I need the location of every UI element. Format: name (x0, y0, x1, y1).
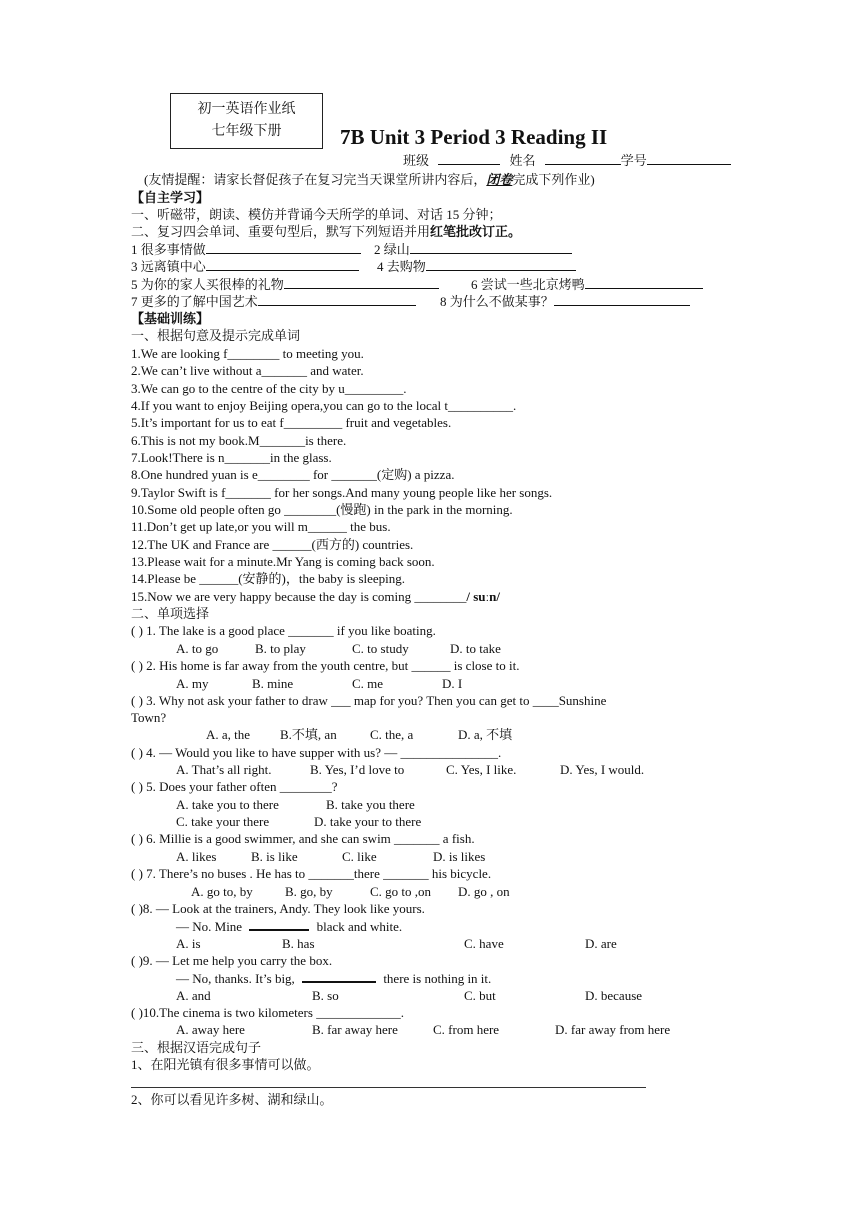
mc-option[interactable]: B. has (282, 936, 315, 951)
phrase-1: 1 很多事情做 (131, 242, 206, 257)
name-label: 姓名 (509, 153, 536, 168)
q8-reply-start: — No. Mine (176, 919, 243, 934)
mc-question-9-reply (176, 969, 491, 987)
mc-option[interactable]: B. go, by (285, 884, 333, 899)
mc-option[interactable]: D. is likes (433, 849, 486, 864)
phrase-row (131, 258, 359, 275)
self-study-item2 (131, 223, 521, 240)
q9-blank[interactable] (302, 969, 376, 983)
answer-line-1[interactable] (131, 1087, 646, 1088)
mc-option[interactable]: C. the, a (370, 727, 414, 742)
mc-question-1: ( ) 1. The lake is a good place _______ if you like boating. (131, 623, 436, 638)
sentence-9: 9.Taylor Swift is f_______ for her songs.And many young people like her songs. (131, 485, 553, 500)
mc-option[interactable]: A. to go (176, 641, 219, 656)
mc-option[interactable]: D. to take (450, 641, 501, 656)
mc-question-8: ( )8. — Look at the trainers, Andy. They look like yours. (131, 901, 425, 916)
mc-option[interactable]: B. take you there (326, 797, 415, 812)
mc-question-8-reply (176, 917, 402, 935)
section3-title: 三、根据汉语完成句子 (131, 1040, 262, 1055)
q8-blank[interactable] (249, 917, 309, 931)
mc-option[interactable]: D. a, 不填 (458, 727, 513, 742)
q9-reply-end: there is nothing in it. (383, 971, 492, 986)
mc-option[interactable]: B.不填, an (280, 727, 337, 742)
mc-option[interactable]: C. but (464, 988, 496, 1003)
mc-option[interactable]: B. Yes, I’d love to (310, 762, 405, 777)
mc-option[interactable]: A. away here (176, 1022, 245, 1037)
mc-option[interactable]: B. to play (255, 641, 306, 656)
box-line2: 七年级下册 (211, 124, 282, 139)
mc-question-3-cont: Town? (131, 710, 167, 725)
mc-question-4: ( ) 4. — Would you like to have supper with us? — _______________. (131, 745, 502, 760)
reminder-emphasis: 闭卷 (486, 172, 513, 187)
sentence-4: 4.If you want to enjoy Beijing opera,you can go to the local t__________. (131, 398, 517, 413)
sentence-6: 6.This is not my book.M_______is there. (131, 433, 347, 448)
mc-option[interactable]: B. far away here (312, 1022, 398, 1037)
q9-reply-start: — No, thanks. It’s big, (176, 971, 295, 986)
phrase-8-blank[interactable] (554, 293, 690, 306)
mc-option[interactable]: C. me (352, 676, 384, 691)
phrase-row (440, 293, 690, 310)
mc-question-7: ( ) 7. There’s no buses . He has to _______there _______ his bicycle. (131, 866, 492, 881)
reminder-text: (友情提醒：请家长督促孩子在复习完当天课堂所讲内容后， (144, 172, 487, 187)
phrase-5: 5 为你的家人买很棒的礼物 (131, 277, 284, 292)
phrase-3: 3 远离镇中心 (131, 259, 206, 274)
class-blank[interactable] (438, 152, 500, 165)
class-label: 班级 (403, 153, 430, 168)
sentence-14: 14.Please be ______(安静的)，the baby is sleeping. (131, 571, 406, 586)
sentence-12: 12.The UK and France are ______(西方的) countries. (131, 537, 414, 552)
phrase-4-blank[interactable] (426, 258, 576, 271)
phrase-4: 4 去购物 (377, 259, 426, 274)
page-title: 7B Unit 3 Period 3 Reading II (340, 125, 608, 149)
sentence-3: 3.We can go to the centre of the city by u_________. (131, 381, 407, 396)
sentence-10: 10.Some old people often go ________(慢跑) in the park in the morning. (131, 502, 513, 517)
mc-option[interactable]: C. go to ,on (370, 884, 432, 899)
mc-option[interactable]: D. Yes, I would. (560, 762, 645, 777)
mc-option[interactable]: A. my (176, 676, 209, 691)
mc-option[interactable]: D. are (585, 936, 617, 951)
item2-text: 二、复习四会单词、重要句型后，默写下列短语并用 (131, 224, 431, 239)
reminder (144, 171, 595, 188)
sentence-8: 8.One hundred yuan is e________ for _______(定购) a pizza. (131, 467, 455, 482)
mc-option[interactable]: A. a, the (206, 727, 251, 742)
mc-option[interactable]: A. take you to there (176, 797, 279, 812)
section1-title: 一、根据句意及提示完成单词 (131, 328, 301, 343)
student-info-line (403, 152, 731, 169)
sentence-7: 7.Look!There is n_______in the glass. (131, 450, 332, 465)
item2-bold: 红笔批改订正。 (430, 224, 522, 239)
phrase-row (131, 241, 361, 258)
phrase-6-blank[interactable] (585, 276, 703, 289)
sentence-15-text: 15.Now we are very happy because the day is coming ________ (131, 589, 467, 604)
mc-option[interactable]: C. like (342, 849, 377, 864)
phrase-2: 2 绿山 (374, 242, 410, 257)
mc-question-5: ( ) 5. Does your father often ________? (131, 779, 338, 794)
section2-title: 二、单项选择 (131, 606, 210, 621)
sentence-5: 5.It’s important for us to eat f_________ fruit and vegetables. (131, 415, 452, 430)
q8-reply-end: black and white. (316, 919, 403, 934)
translation-2: 2、你可以看见许多树、湖和绿山。 (131, 1092, 333, 1107)
mc-option[interactable]: C. take your there (176, 814, 270, 829)
sentence-13: 13.Please wait for a minute.Mr Yang is coming back soon. (131, 554, 435, 569)
self-study-heading: 【自主学习】 (131, 190, 210, 205)
mc-option[interactable]: D. take your to there (314, 814, 422, 829)
phrase-1-blank[interactable] (206, 241, 361, 254)
phrase-7: 7 更多的了解中国艺术 (131, 294, 258, 309)
mc-option[interactable]: A. That’s all right. (176, 762, 272, 777)
phrase-row (471, 276, 703, 293)
phrase-row (131, 293, 416, 310)
mc-question-2: ( ) 2. His home is far away from the youth centre, but ______ is close to it. (131, 658, 520, 673)
mc-question-9: ( )9. — Let me help you carry the box. (131, 953, 333, 968)
phrase-5-blank[interactable] (284, 276, 439, 289)
sentence-1: 1.We are looking f________ to meeting you. (131, 346, 364, 361)
name-blank[interactable] (545, 152, 621, 165)
phrase-row (374, 241, 572, 258)
mc-option[interactable]: B. so (312, 988, 339, 1003)
sentence-11: 11.Don’t get up late,or you will m______ the bus. (131, 519, 391, 534)
mc-question-6: ( ) 6. Millie is a good swimmer, and she can swim _______ a fish. (131, 831, 475, 846)
phrase-7-blank[interactable] (258, 293, 416, 306)
basic-heading: 【基础训练】 (131, 311, 210, 326)
box-line1: 初一英语作业纸 (197, 102, 296, 117)
phrase-row (377, 258, 576, 275)
translation-1: 1、在阳光镇有很多事情可以做。 (131, 1057, 320, 1072)
id-label: 学号 (620, 153, 647, 168)
mc-option[interactable]: A. likes (176, 849, 217, 864)
mc-option[interactable]: D. far away from here (555, 1022, 671, 1037)
self-study-item1: 一、听磁带，朗读、模仿并背诵今天所学的单词、对话 15 分钟； (131, 207, 502, 222)
mc-option[interactable]: D. I (442, 676, 463, 691)
mc-question-10: ( )10.The cinema is two kilometers _____________. (131, 1005, 404, 1020)
sentence-15 (131, 588, 500, 605)
mc-option[interactable]: A. is (176, 936, 201, 951)
mc-option[interactable]: A. and (176, 988, 211, 1003)
reminder-text-end: 完成下列作业) (512, 172, 595, 187)
phrase-8: 8 为什么不做某事？ (440, 294, 554, 309)
mc-option[interactable]: C. Yes, I like. (446, 762, 517, 777)
mc-option[interactable]: D. because (585, 988, 643, 1003)
mc-option[interactable]: C. to study (352, 641, 409, 656)
header-box (170, 93, 323, 149)
mc-option[interactable]: C. from here (433, 1022, 500, 1037)
sentence-2: 2.We can’t live without a_______ and water. (131, 363, 364, 378)
mc-option[interactable]: D. go , on (458, 884, 510, 899)
phrase-2-blank[interactable] (410, 241, 572, 254)
sentence-15-phonetic: / suːn/ (466, 589, 500, 604)
phrase-row (131, 276, 439, 293)
phrase-3-blank[interactable] (206, 258, 359, 271)
mc-option[interactable]: C. have (464, 936, 504, 951)
id-blank[interactable] (647, 152, 731, 165)
mc-option[interactable]: A. go to, by (191, 884, 253, 899)
mc-option[interactable]: B. mine (252, 676, 294, 691)
mc-question-3: ( ) 3. Why not ask your father to draw ___ map for you? Then you can get to ____Sunshine (131, 693, 607, 708)
mc-option[interactable]: B. is like (251, 849, 298, 864)
phrase-6: 6 尝试一些北京烤鸭 (471, 277, 585, 292)
